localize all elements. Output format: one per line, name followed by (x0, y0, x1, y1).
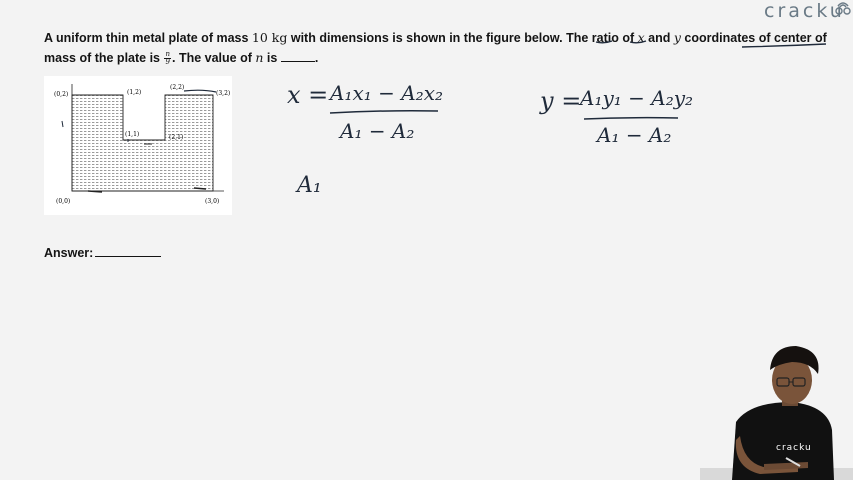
x-formula-lhs: x = (287, 81, 329, 109)
x-denominator: A₁ − A₂ (340, 119, 415, 143)
y-formula-lhs: y = (540, 87, 582, 115)
mass-value: 10 kg (251, 30, 288, 45)
shirt-logo-text: cracku (776, 443, 812, 453)
y-numerator: A₁y₁ − A₂y₂ (580, 86, 694, 110)
x-numerator: A₁x₁ − A₂x₂ (330, 81, 443, 105)
var-y: y (673, 30, 681, 45)
label-2-1: (2,1) (169, 134, 184, 141)
plate-figure (44, 76, 232, 215)
a1-note: A₁ (297, 173, 322, 198)
label-3-2: (3,2) (216, 90, 231, 97)
label-2-2: (2,2) (170, 84, 185, 91)
cracku-logo-icon (834, 0, 852, 16)
label-3-0: (3,0) (205, 198, 220, 205)
answer-line (95, 256, 161, 257)
presenter-video (700, 340, 853, 480)
var-x: x (637, 30, 645, 45)
label-1-2: (1,2) (127, 89, 142, 96)
answer-row (44, 246, 161, 260)
cracku-logo: cracku (764, 0, 845, 22)
var-n: n (255, 50, 264, 65)
label-0-0: (0,0) (56, 198, 71, 205)
y-denominator: A₁ − A₂ (597, 123, 672, 147)
answer-label: Answer: (44, 246, 94, 260)
question-text: A uniform thin metal plate of mass 10 kg with dimensions is shown in the figure below. The ratio of x and y coordinates of center of mass of the plate is $\frac{n}{9}$ . The value of n is . (44, 30, 827, 67)
label-1-1: (1,1) (125, 131, 140, 138)
ratio-fraction: $\frac{n}{9}$ (165, 50, 170, 67)
plate-diagram (44, 76, 232, 215)
answer-blank (281, 52, 315, 62)
label-0-2: (0,2) (54, 91, 69, 98)
